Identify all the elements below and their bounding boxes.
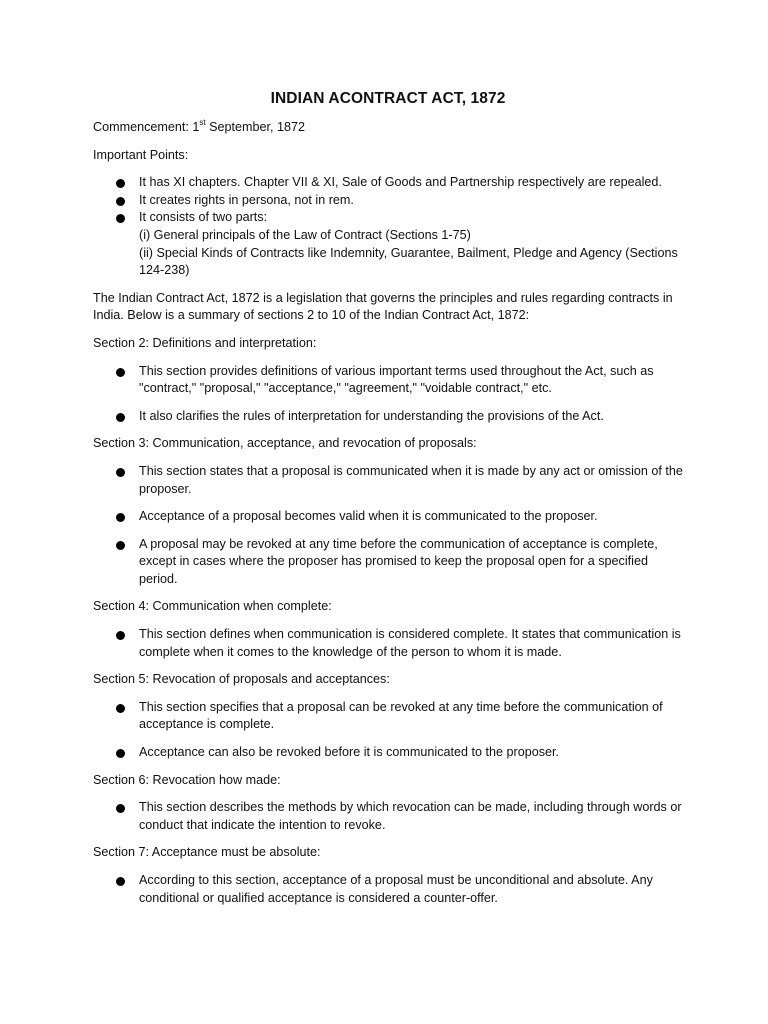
bullet-icon [116,368,125,377]
list-item [93,463,683,498]
list-item [93,408,683,426]
list-item-text: It has XI chapters. Chapter VII & XI, Sale of Goods and Partnership respectively are repealed. [139,175,662,190]
list-item-text: This section describes the methods by which revocation can be made, including through words or conduct that indicate the intention to revoke. [139,800,682,832]
part-two-text: (ii) Special Kinds of Contracts like Indemnity, Guarantee, Bailment, Pledge and Agency (Sections 124-238) [139,245,678,278]
bullet-icon [116,541,125,550]
list-item-text: This section specifies that a proposal can be revoked at any time before the communication of acceptance is complete. [139,699,663,732]
list-item [93,699,683,734]
section-points-list [93,799,683,834]
list-item-text: This section provides definitions of various important terms used throughout the Act, such as "contract," "proposal," "acceptance," "agreement," "voidable contract," etc. [139,363,654,396]
bullet-icon [116,413,125,422]
bullet-icon [116,877,125,886]
bullet-icon [116,468,125,477]
document-page [93,88,683,917]
list-item-text: This section states that a proposal is communicated when it is made by any act or omission of the proposer. [139,463,683,496]
section-heading: Section 5: Revocation of proposals and acceptances: [93,672,390,687]
commencement-suffix: September, 1872 [205,120,306,134]
bullet-icon [116,631,125,640]
list-item-text: It creates rights in persona, not in rem. [139,192,354,207]
section-points-list [93,363,683,426]
bullet-icon [116,513,125,522]
section-heading: Section 2: Definitions and interpretation: [93,335,317,350]
section-points-list [93,699,683,762]
important-points-list [93,174,683,280]
bullet-icon [116,804,125,813]
section-points-list [93,463,683,589]
commencement-superscript: st [199,117,206,127]
list-item-text: Acceptance of a proposal becomes valid when it is communicated to the proposer. [139,509,598,524]
document-title: INDIAN ACONTRACT ACT, 1872 [270,90,506,107]
list-item [93,872,683,907]
section-heading: Section 3: Communication, acceptance, and revocation of proposals: [93,436,477,451]
list-item [93,626,683,661]
list-item [93,508,683,526]
list-item [93,363,683,398]
list-item [93,174,683,192]
bullet-icon [116,179,125,188]
bullet-icon [116,749,125,758]
section-heading: Section 7: Acceptance must be absolute: [93,845,321,860]
bullet-icon [116,214,125,223]
list-item [93,799,683,834]
list-item-text: According to this section, acceptance of a proposal must be unconditional and absolute. Any conditional or qualified acceptance is considered a counter-offer. [139,873,653,905]
list-item [93,536,683,589]
section-points-list [93,626,683,661]
list-item-text: This section defines when communication is considered complete. It states that communication is complete when it comes to the knowledge of the person to whom it is made. [139,627,681,659]
intro-paragraph: The Indian Contract Act, 1872 is a legislation that governs the principles and rules regarding contracts in India. Below is a summary of sections 2 to 10 of the Indian Contract Act, 1872: [93,290,673,323]
list-item-text: A proposal may be revoked at any time before the communication of acceptance is complete, except in cases where the proposer has promised to keep the proposal open for a specified period. [139,536,658,586]
list-item-text: Acceptance can also be revoked before it is communicated to the proposer. [139,745,560,760]
section-heading: Section 6: Revocation how made: [93,772,281,787]
important-points-heading: Important Points: [93,147,189,162]
section-heading: Section 4: Communication when complete: [93,599,332,614]
list-item [93,744,683,762]
list-item-text: It also clarifies the rules of interpretation for understanding the provisions of the Act. [139,408,604,423]
bullet-icon [116,704,125,713]
list-item [93,192,683,210]
list-item [93,209,683,279]
part-one-text: (i) General principals of the Law of Contract (Sections 1-75) [139,227,471,242]
section-points-list [93,872,683,907]
bullet-icon [116,197,125,206]
commencement-line [93,119,683,137]
list-item-text: It consists of two parts: [139,210,268,225]
commencement-prefix: Commencement: 1 [93,120,200,134]
